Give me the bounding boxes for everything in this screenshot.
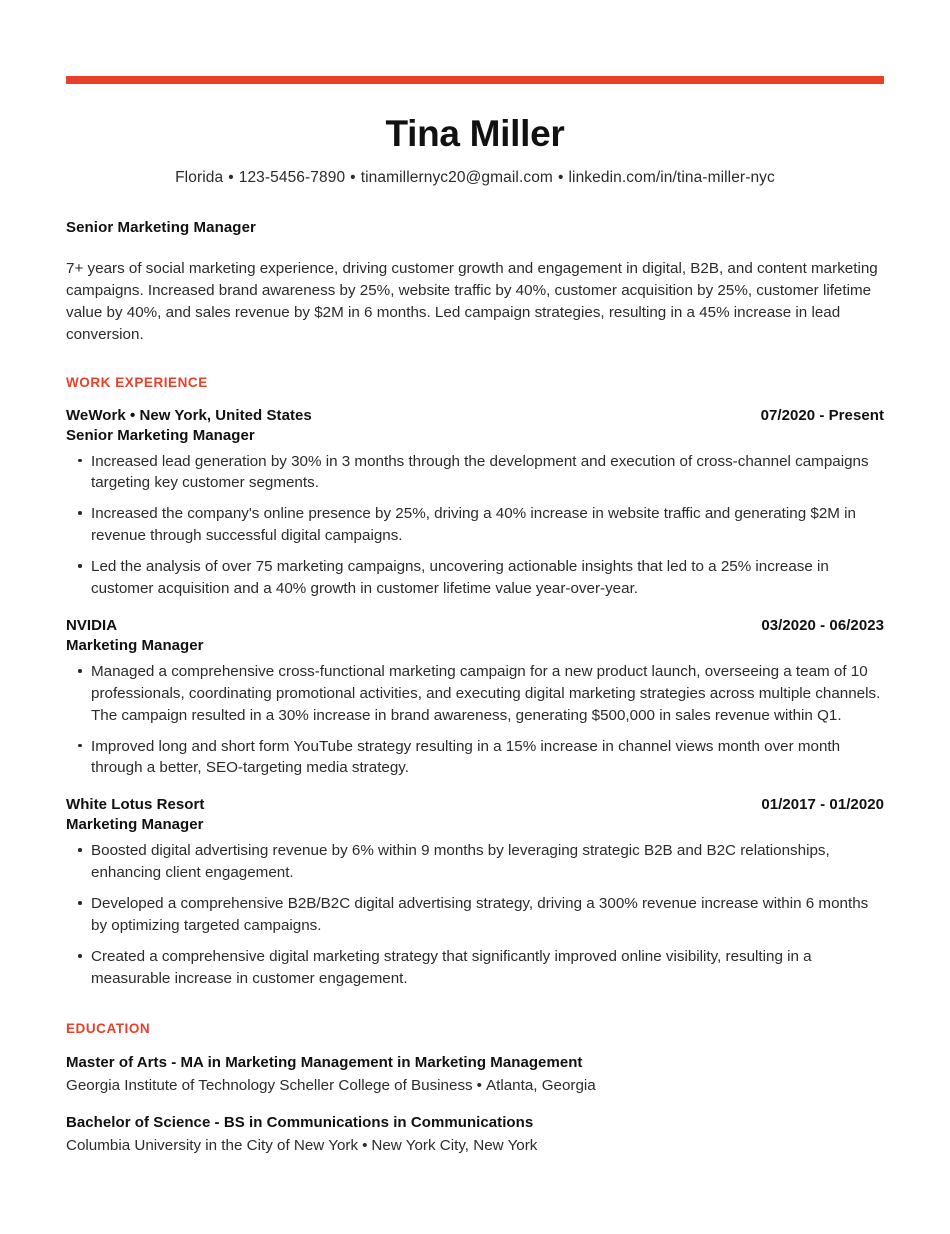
section-title-work-experience: WORK EXPERIENCE: [66, 374, 208, 390]
professional-headline: Senior Marketing Manager: [66, 218, 256, 236]
experience-bullet: [66, 556, 884, 600]
experience-bullet-text: Boosted digital advertising revenue by 6% within 9 months by leveraging strategic B2B and B2C relationships, enhancing client engagement.: [91, 842, 830, 882]
education-separator: •: [362, 1137, 368, 1154]
education-location: New York City, New York: [371, 1137, 538, 1154]
experience-bullet-list: [66, 661, 884, 779]
resume-content: [66, 0, 884, 1156]
bullet-dot-icon: [78, 848, 82, 852]
bullet-dot-icon: [78, 511, 82, 515]
experience-bullet-text: Led the analysis of over 75 marketing campaigns, uncovering actionable insights that led to a 25% increase in customer acquisition and a 40% growth in customer lifetime value year-over-year.: [91, 558, 829, 598]
contact-separator: •: [557, 168, 564, 186]
experience-dates: 01/2017 - 01/2020: [761, 796, 884, 814]
professional-summary: 7+ years of social marketing experience, driving customer growth and engagement in digital, B2B, and content marketing campaigns. Increased brand awareness by 25%, website traffic by 40%, customer acquisition by 25%, customer lifetime value by 40%, and sales revenue by $2M in 6 months. Led campaign strategies, resulting in a 45% increase in lead conversion.: [66, 259, 878, 344]
experience-dates: 03/2020 - 06/2023: [761, 616, 884, 634]
education-entry: [66, 1114, 884, 1156]
contact-linkedin[interactable]: linkedin.com/in/tina-miller-nyc: [568, 168, 775, 186]
education-entry: [66, 1054, 884, 1096]
experience-entry-header: [66, 407, 884, 424]
experience-bullet: [66, 946, 884, 990]
experience-organization: NVIDIA: [66, 616, 118, 634]
experience-role: Senior Marketing Manager: [66, 426, 255, 444]
experience-bullet: [66, 503, 884, 547]
education-school-line: [66, 1075, 884, 1096]
contact-phone: 123-5456-7890: [238, 168, 346, 186]
bullet-dot-icon: [78, 954, 82, 958]
experience-entry: [66, 617, 884, 779]
education-school: Columbia University in the City of New York: [66, 1137, 359, 1154]
section-title-education: EDUCATION: [66, 1020, 151, 1036]
contact-location: Florida: [175, 168, 224, 186]
experience-organization: White Lotus Resort: [66, 796, 205, 814]
education-degree: Master of Arts - MA in Marketing Management in Marketing Management: [66, 1053, 583, 1071]
education-school-line: [66, 1135, 884, 1156]
contact-separator: •: [228, 168, 234, 186]
experience-entry-header: [66, 796, 884, 813]
experience-bullet-list: [66, 840, 884, 989]
experience-bullet: [66, 736, 884, 780]
experience-bullet-list: [66, 451, 884, 600]
education-separator: •: [476, 1076, 482, 1094]
section-work-experience: [66, 375, 884, 990]
bullet-dot-icon: [78, 901, 82, 905]
bullet-dot-icon: [78, 459, 82, 463]
bullet-dot-icon: [78, 669, 82, 673]
section-education: [66, 1021, 884, 1157]
experience-entry: [66, 407, 884, 600]
contact-separator: •: [350, 168, 356, 186]
experience-dates: 07/2020 - Present: [760, 406, 884, 424]
top-accent-rule: [66, 76, 884, 84]
bullet-dot-icon: [78, 744, 82, 748]
experience-bullet-text: Created a comprehensive digital marketing strategy that significantly improved online visibility, resulting in a measurable increase in customer engagement.: [91, 947, 812, 987]
experience-bullet: [66, 451, 884, 495]
education-school: Georgia Institute of Technology Scheller College of Business: [66, 1076, 473, 1094]
candidate-name: Tina Miller: [385, 113, 565, 154]
experience-bullet-text: Developed a comprehensive B2B/B2C digital advertising strategy, driving a 300% revenue increase within 6 months by optimizing targeted campaigns.: [91, 895, 869, 935]
experience-entry: [66, 796, 884, 989]
resume-header: [66, 114, 884, 188]
bullet-dot-icon: [78, 564, 82, 568]
experience-bullet-text: Improved long and short form YouTube strategy resulting in a 15% increase in channel views month over month through a better, SEO-targeting media strategy.: [91, 737, 841, 777]
experience-bullet-text: Increased lead generation by 30% in 3 months through the development and execution of cross-channel campaigns targeting key customer segments.: [91, 452, 869, 492]
experience-role: Marketing Manager: [66, 636, 204, 654]
experience-bullet-text: Managed a comprehensive cross-functional marketing campaign for a new product launch, overseeing a team of 10 professionals, coordinating promotional activities, and executing digital marketing strategies across multiple channels. The campaign resulted in a 30% increase in brand awareness, generating $500,000 in sales revenue within Q1.: [91, 662, 881, 724]
experience-role: Marketing Manager: [66, 816, 204, 834]
experience-organization: WeWork • New York, United States: [66, 406, 312, 424]
contact-email[interactable]: tinamillernyc20@gmail.com: [360, 168, 553, 186]
education-degree: Bachelor of Science - BS in Communications in Communications: [66, 1114, 534, 1131]
experience-entry-header: [66, 617, 884, 634]
experience-bullet: [66, 893, 884, 937]
experience-bullet-text: Increased the company's online presence by 25%, driving a 40% increase in website traffic and generating $2M in revenue through successful digital campaigns.: [91, 505, 856, 545]
experience-bullet: [66, 840, 884, 884]
education-location: Atlanta, Georgia: [485, 1076, 596, 1094]
contact-line: [66, 168, 884, 188]
experience-bullet: [66, 661, 884, 727]
